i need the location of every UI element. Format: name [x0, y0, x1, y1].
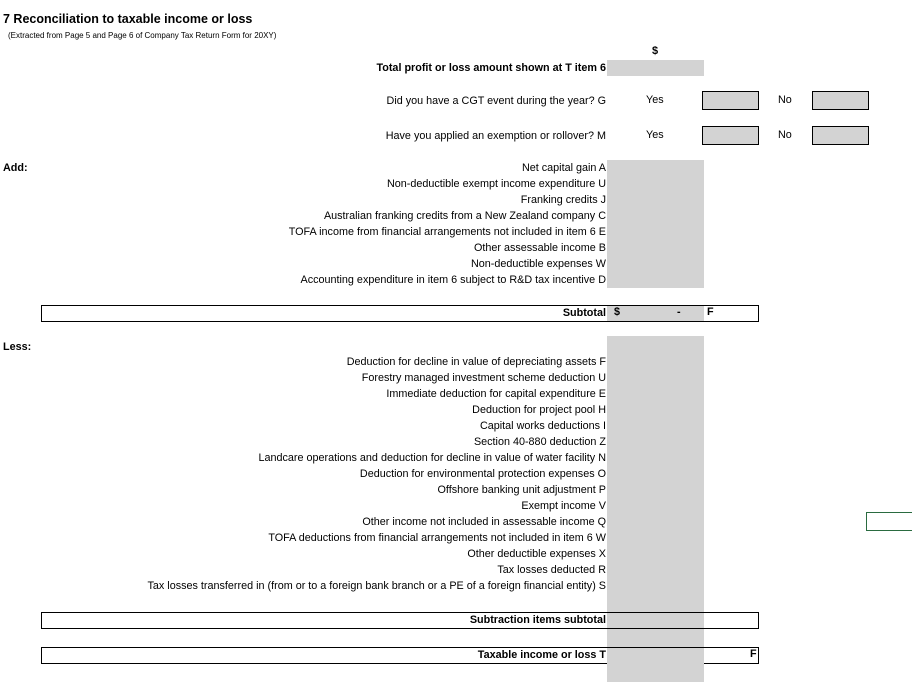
add-item: Australian franking credits from a New Zealand company C [323, 210, 606, 222]
less-item: Other deductible expenses X [467, 548, 606, 560]
subtraction-subtotal-cell [607, 613, 704, 628]
add-item: TOFA income from financial arrangements not included in item 6 E [288, 226, 606, 238]
add-item: Accounting expenditure in item 6 subject to R&D tax incentive D [300, 274, 606, 286]
exemption-no-box[interactable] [812, 126, 869, 145]
exemption-yes-label: Yes [646, 129, 664, 141]
subtraction-subtotal-label: Subtraction items subtotal [469, 614, 606, 626]
page-title: 7 Reconciliation to taxable income or loss [3, 12, 253, 26]
taxable-income-code: F [750, 648, 757, 660]
less-item: Tax losses transferred in (from or to a foreign bank branch or a PE of a foreign financial entity) S [147, 580, 606, 592]
add-item: Net capital gain A [521, 162, 606, 174]
add-item: Non-deductible expenses W [470, 258, 606, 270]
less-item: Deduction for decline in value of depreciating assets F [346, 356, 606, 368]
add-item: Franking credits J [520, 194, 606, 206]
total-profit-label: Total profit or loss amount shown at T item 6 [376, 62, 606, 74]
subtotal-value: - [677, 306, 681, 318]
less-item: Landcare operations and deduction for decline in value of water facility N [258, 452, 606, 464]
less-item: Capital works deductions I [479, 420, 606, 432]
subtotal-code: F [707, 306, 714, 318]
less-item: Exempt income V [521, 500, 606, 512]
cgt-yes-box[interactable] [702, 91, 759, 110]
add-item: Non-deductible exempt income expenditure U [386, 178, 606, 190]
cgt-no-label: No [778, 94, 792, 106]
less-item: Deduction for project pool H [472, 404, 606, 416]
currency-heading: $ [652, 45, 659, 57]
taxable-income-label: Taxable income or loss T [477, 649, 606, 661]
cgt-yes-label: Yes [646, 94, 664, 106]
cgt-question-label: Did you have a CGT event during the year? G [386, 95, 606, 107]
subtotal-currency: $ [614, 306, 621, 318]
exemption-yes-box[interactable] [702, 126, 759, 145]
values-column-tail [607, 663, 704, 682]
add-values-column[interactable] [607, 160, 704, 288]
page-subtitle: (Extracted from Page 5 and Page 6 of Company Tax Return Form for 20XY) [8, 31, 277, 40]
exemption-question-label: Have you applied an exemption or rollover? M [385, 130, 606, 142]
taxable-income-cell [607, 648, 704, 663]
cgt-no-box[interactable] [812, 91, 869, 110]
less-item: Tax losses deducted R [497, 564, 606, 576]
add-heading: Add: [3, 162, 28, 174]
less-item: Offshore banking unit adjustment P [437, 484, 606, 496]
less-item: Immediate deduction for capital expenditure E [386, 388, 606, 400]
add-item: Other assessable income B [473, 242, 606, 254]
selected-cell[interactable] [866, 512, 912, 531]
less-item: Section 40-880 deduction Z [473, 436, 606, 448]
less-values-column[interactable] [607, 336, 704, 612]
less-item: Deduction for environmental protection expenses O [359, 468, 606, 480]
less-item: TOFA deductions from financial arrangements not included in item 6 W [268, 532, 606, 544]
less-item: Forestry managed investment scheme deduction U [361, 372, 606, 384]
less-heading: Less: [3, 341, 32, 353]
exemption-no-label: No [778, 129, 792, 141]
values-column-gap [607, 629, 704, 647]
less-item: Other income not included in assessable income Q [362, 516, 606, 528]
total-profit-input[interactable] [607, 60, 704, 76]
subtotal-cell [607, 306, 704, 321]
subtotal-label: Subtotal [562, 307, 606, 319]
